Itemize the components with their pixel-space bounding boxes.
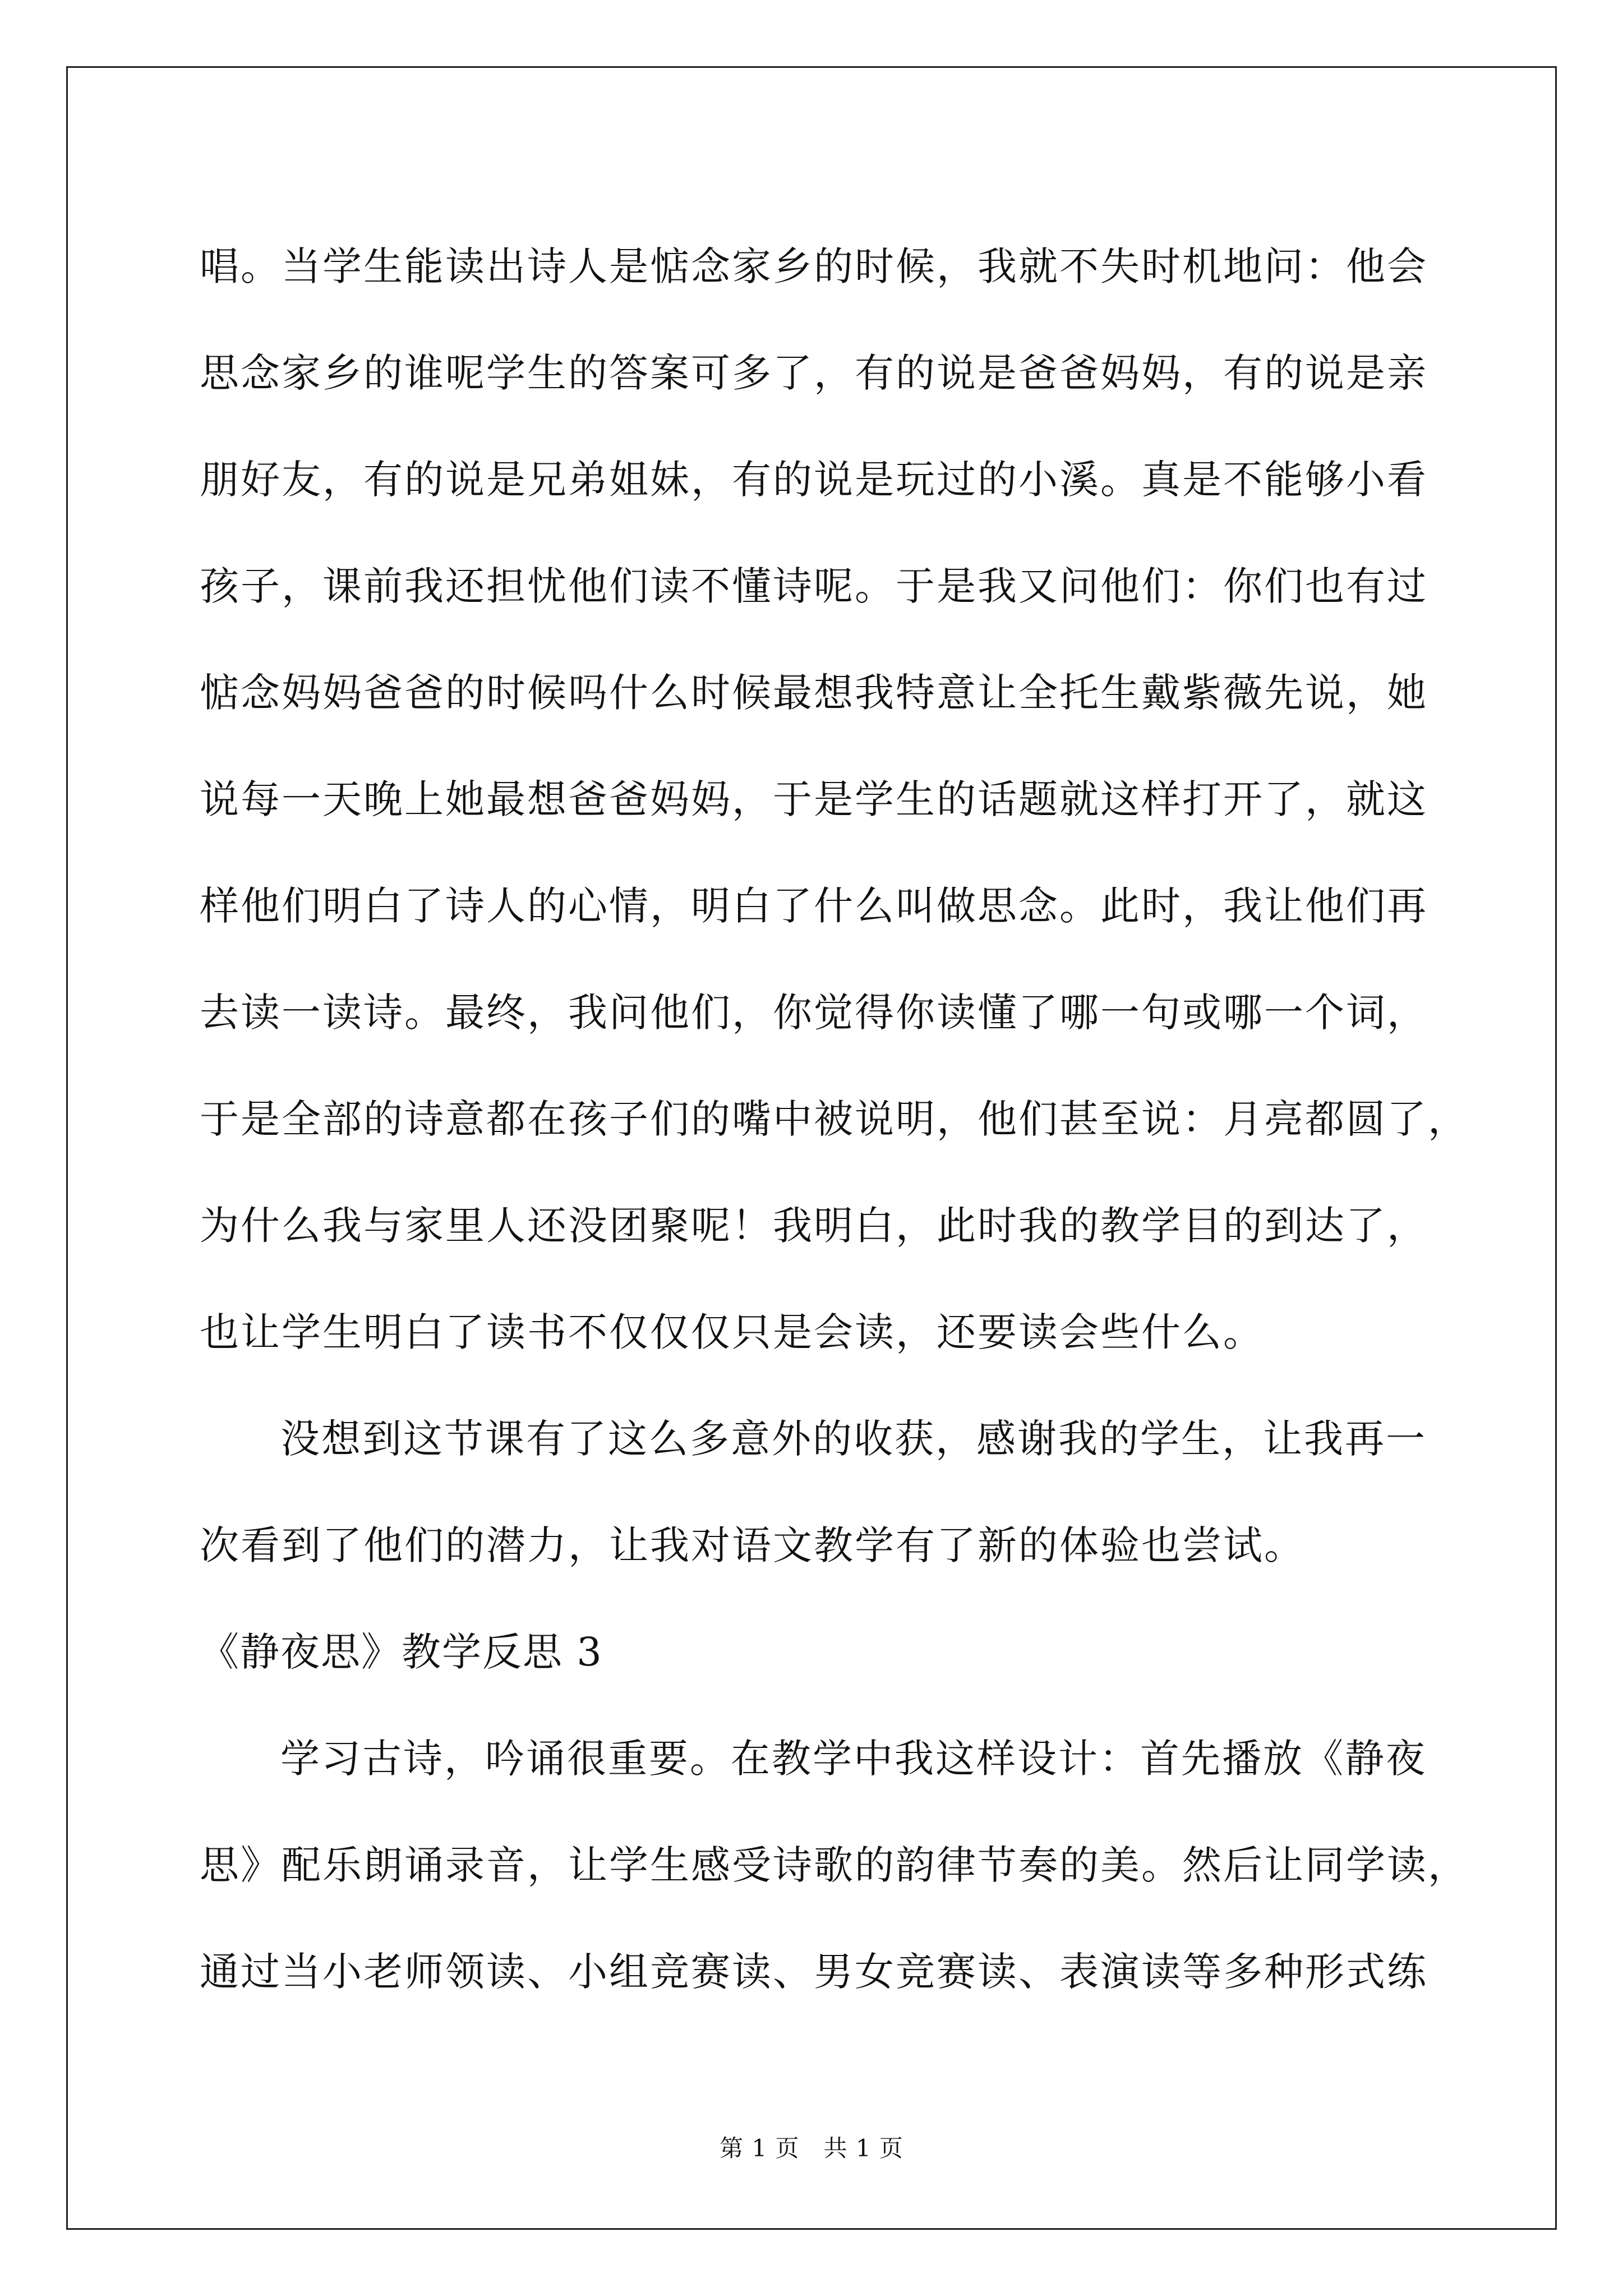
document-body — [200, 213, 1469, 2025]
paragraph-line: 没想到这节课有了这么多意外的收获，感谢我的学生，让我再一 — [280, 1416, 1427, 1462]
paragraph-line: 也让学生明白了读书不仅仅仅只是会读，还要读会些什么。 — [200, 1309, 1264, 1355]
paragraph-line: 惦念妈妈爸爸的时候吗什么时候最想我特意让全托生戴紫薇先说，她 — [200, 670, 1428, 716]
paragraph-line: 说每一天晚上她最想爸爸妈妈，于是学生的话题就这样打开了，就这 — [200, 776, 1428, 822]
paragraph-line: 于是全部的诗意都在孩子们的嘴中被说明，他们甚至说：月亮都圆了， — [200, 1096, 1469, 1142]
page-footer: 第 1 页 共 1 页 — [720, 2134, 903, 2162]
paragraph-line: 学习古诗，吟诵很重要。在教学中我这样设计：首先播放《静夜 — [280, 1736, 1427, 1782]
paragraph-line: 为什么我与家里人还没团聚呢！我明白，此时我的教学目的到达了， — [200, 1203, 1428, 1249]
paragraph-line: 样他们明白了诗人的心情，明白了什么叫做思念。此时，我让他们再 — [200, 883, 1428, 929]
paragraph-line: 通过当小老师领读、小组竞赛读、男女竞赛读、表演读等多种形式练 — [200, 1949, 1428, 1995]
paragraph-line: 孩子，课前我还担忧他们读不懂诗呢。于是我又问他们：你们也有过 — [200, 563, 1428, 609]
paragraph-line: 次看到了他们的潜力，让我对语文教学有了新的体验也尝试。 — [200, 1522, 1305, 1568]
paragraph-line: 思念家乡的谁呢学生的答案可多了，有的说是爸爸妈妈，有的说是亲 — [200, 350, 1428, 396]
paragraph-line: 唱。当学生能读出诗人是惦念家乡的时候，我就不失时机地问：他会 — [200, 243, 1428, 289]
paragraph-line: 去读一读诗。最终，我问他们，你觉得你读懂了哪一句或哪一个词， — [200, 990, 1428, 1036]
paragraph-line: 思》配乐朗诵录音，让学生感受诗歌的韵律节奏的美。然后让同学读， — [200, 1842, 1469, 1888]
paragraph-line: 朋好友，有的说是兄弟姐妹，有的说是玩过的小溪。真是不能够小看 — [200, 457, 1428, 503]
section-heading: 《静夜思》教学反思 3 — [200, 1629, 603, 1675]
